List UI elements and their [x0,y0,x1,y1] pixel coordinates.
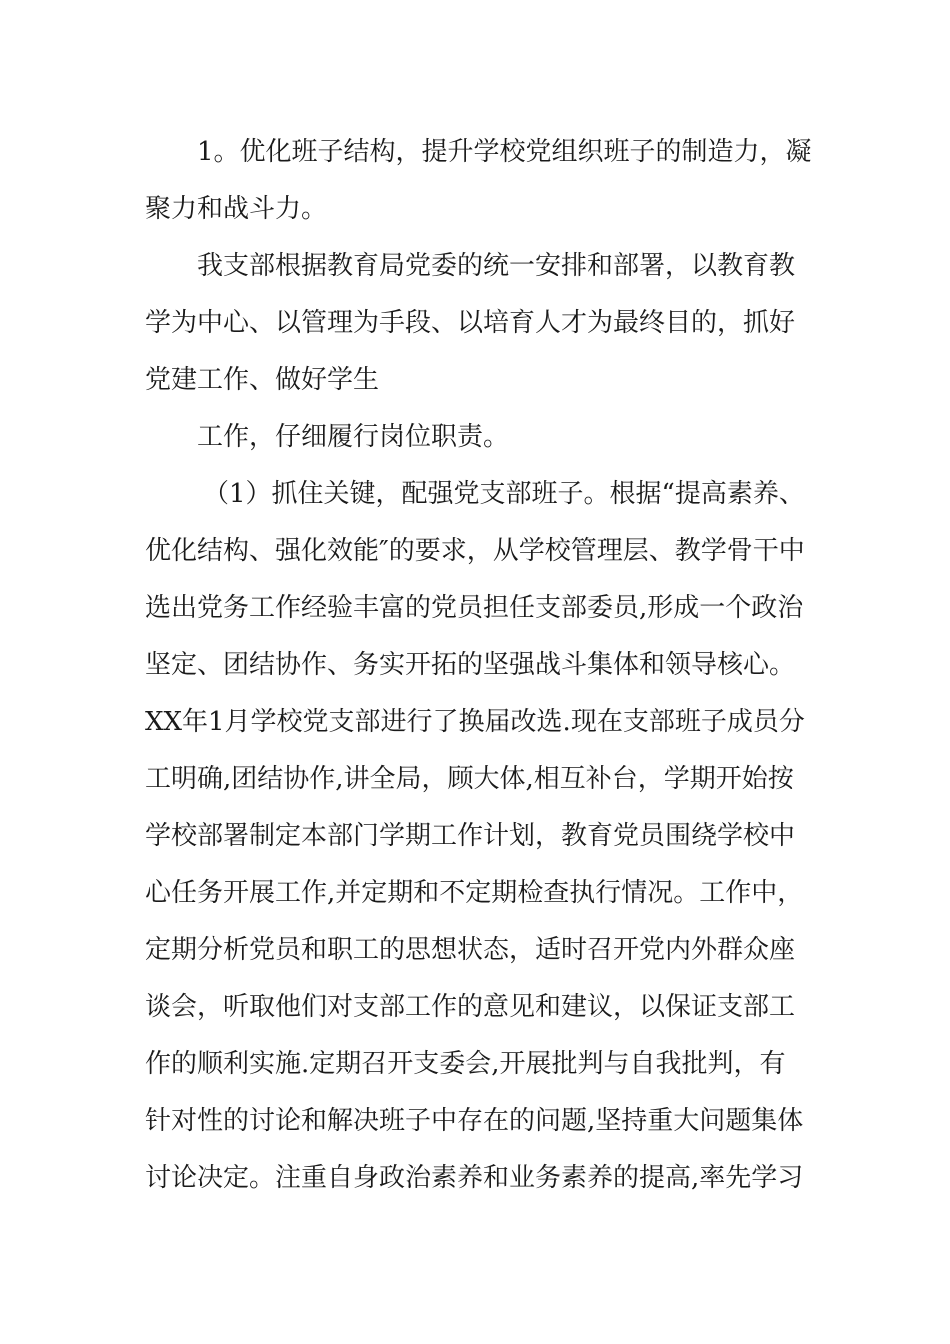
paragraph-line: 定期分析党员和职工的思想状态，适时召开党内外群众座 [145,935,796,965]
paragraph-line: （1）抓住关键，配强党支部班子。根据“提高素养、 [203,479,805,509]
paragraph-line: 针对性的讨论和解决班子中存在的问题,坚持重大问题集体 [145,1106,804,1136]
paragraph-line: 党建工作、做好学生 [145,365,380,395]
paragraph-line: 讨论决定。注重自身政治素养和业务素养的提高,率先学习 [145,1163,804,1193]
paragraph-line: 心任务开展工作,并定期和不定期检查执行情况。工作中， [145,878,804,908]
paragraph-line: 1。优化班子结构，提升学校党组织班子的制造力，凝 [197,137,812,167]
paragraph-line: 聚力和战斗力。 [145,194,328,224]
paragraph-line: 选出党务工作经验丰富的党员担任支部委员,形成一个政治 [145,593,804,623]
paragraph-line: 我支部根据教育局党委的统一安排和部署，以教育教 [197,251,796,281]
paragraph-line: 坚定、团结协作、务实开拓的坚强战斗集体和领导核心。 [145,650,796,680]
paragraph-line: 学为中心、以管理为手段、以培育人才为最终目的，抓好 [145,308,796,338]
paragraph-line: 学校部署制定本部门学期工作计划，教育党员围绕学校中 [145,821,796,851]
paragraph-line: 工作，仔细履行岗位职责。 [197,422,510,452]
paragraph-line: 作的顺利实施.定期召开支委会,开展批判与自我批判，有 [145,1049,786,1079]
document-body [145,130,845,1213]
paragraph-line: 工明确,团结协作,讲全局，顾大体,相互补台，学期开始按 [145,764,794,794]
paragraph-line: XX年1月学校党支部进行了换届改选.现在支部班子成员分 [145,707,805,737]
paragraph-line: 优化结构、强化效能″的要求，从学校管理层、教学骨干中 [145,536,805,566]
paragraph-line: 谈会，听取他们对支部工作的意见和建议，以保证支部工 [145,992,796,1022]
